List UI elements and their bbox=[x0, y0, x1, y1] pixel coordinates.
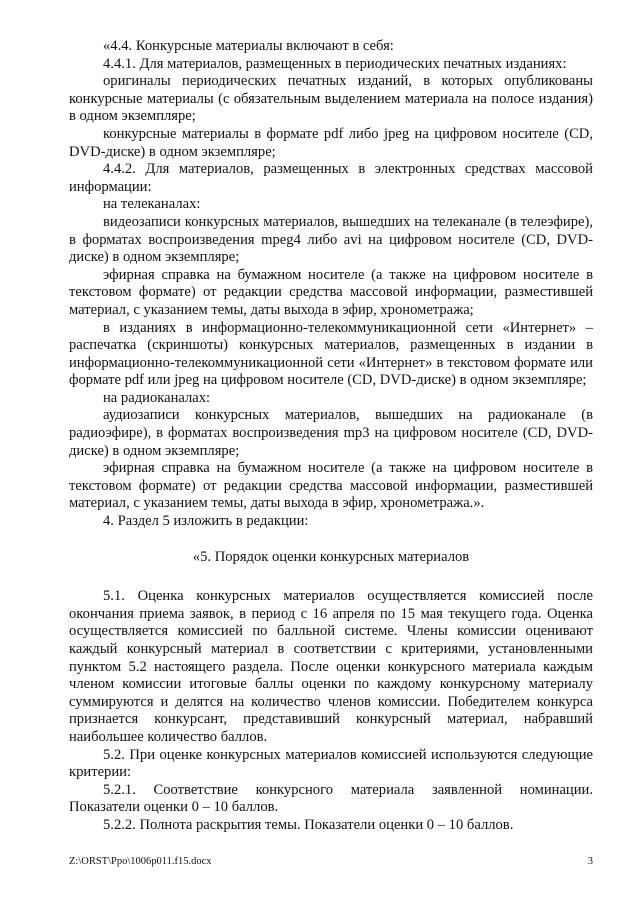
paragraph-print-digital: конкурсные материалы в формате pdf либо jpeg на цифровом носителе (CD, DVD-диске) в одном экземпляре; bbox=[69, 125, 593, 160]
footer-file-path: Z:\ORST\Ppo\1006p011.f15.docx bbox=[69, 856, 212, 867]
paragraph-section-5-intro: 4. Раздел 5 изложить в редакции: bbox=[103, 513, 309, 530]
paragraph-tv-video: видеозаписи конкурсных материалов, вышедших на телеканале (в телеэфире), в форматах воспроизведения mpeg4 либо avi на цифровом носителе (CD, DVD-диске) в одном экземпляре; bbox=[69, 213, 593, 266]
section-heading: «5. Порядок оценки конкурсных материалов bbox=[192, 548, 470, 565]
paragraph-4-4-2: 4.4.2. Для материалов, размещенных в электронных средствах массовой информации: bbox=[69, 161, 593, 195]
footer-page-number: 3 bbox=[587, 856, 593, 867]
paragraph-4-4: «4.4. Конкурсные материалы включают в себя: bbox=[103, 38, 394, 54]
paragraph-radio-audio: аудиозаписи конкурсных материалов, вышедших на радиоканале (в радиоэфире), в форматах воспроизведения mp3 на цифровом носителе (CD, DVD-диске) в одном экземпляре; bbox=[69, 407, 593, 459]
paragraph-tv-reference: эфирная справка на бумажном носителе (а также на цифровом носителе в текстовом формате) от редакции средства массовой информации, разместившей материал, с указанием темы, даты выхода в эфир, хронометража; bbox=[69, 266, 593, 318]
document-page bbox=[69, 38, 593, 835]
paragraph-print-originals: оригиналы периодических печатных изданий, в которых опубликованы конкурсные материалы (с обязательным выделением материала на полосе издания) в одном экземпляре; bbox=[69, 73, 593, 125]
paragraph-5-2-1: 5.2.1. Соответствие конкурсного материала заявленной номинации. Показатели оценки 0 – 10 баллов. bbox=[69, 781, 593, 816]
paragraph-5-2: 5.2. При оценке конкурсных материалов комиссией используются следующие критерии: bbox=[69, 746, 593, 781]
paragraph-radio-label: на радиоканалах: bbox=[103, 389, 211, 406]
paragraph-5-2-2: 5.2.2. Полнота раскрытия темы. Показатели оценки 0 – 10 баллов. bbox=[103, 816, 514, 833]
paragraph-tv-label: на телеканалах: bbox=[103, 196, 201, 213]
paragraph-internet: в изданиях в информационно-телекоммуникационной сети «Интернет» – распечатка (скриншоты) конкурсных материалов, размещенных в издании в информационно-телекоммуникационной сети «Интернет» в текстовом формате или формате pdf или jpeg на цифровом носителе (CD, DVD-диске) в одном экземпляре; bbox=[69, 319, 593, 389]
paragraph-radio-reference: эфирная справка на бумажном носителе (а также на цифровом носителе в текстовом формате) от редакции средства массовой информации, разместившей материал, с указанием темы, даты выхода в эфир, хронометража.». bbox=[69, 460, 593, 512]
paragraph-4-4-1: 4.4.1. Для материалов, размещенных в периодических печатных изданиях: bbox=[103, 55, 567, 72]
page-footer bbox=[69, 856, 593, 868]
paragraph-5-1: 5.1. Оценка конкурсных материалов осуществляется комиссией после окончания приема заявок, в период с 16 апреля по 15 мая текущего года. Оценка осуществляется комиссией по балльной системе. Члены комиссии оценивают каждый конкурсный материал в соответствии с критериями, установленными пунктом 5.2 настоящего раздела. После оценки конкурсного материала каждым членом комиссии итоговые баллы оценки по каждому конкурсному материалу суммируются и делятся на количество членов комиссии. Победителем конкурса признается конкурсант, представивший конкурсный материал, набравший наибольшее количество баллов. bbox=[69, 588, 593, 745]
